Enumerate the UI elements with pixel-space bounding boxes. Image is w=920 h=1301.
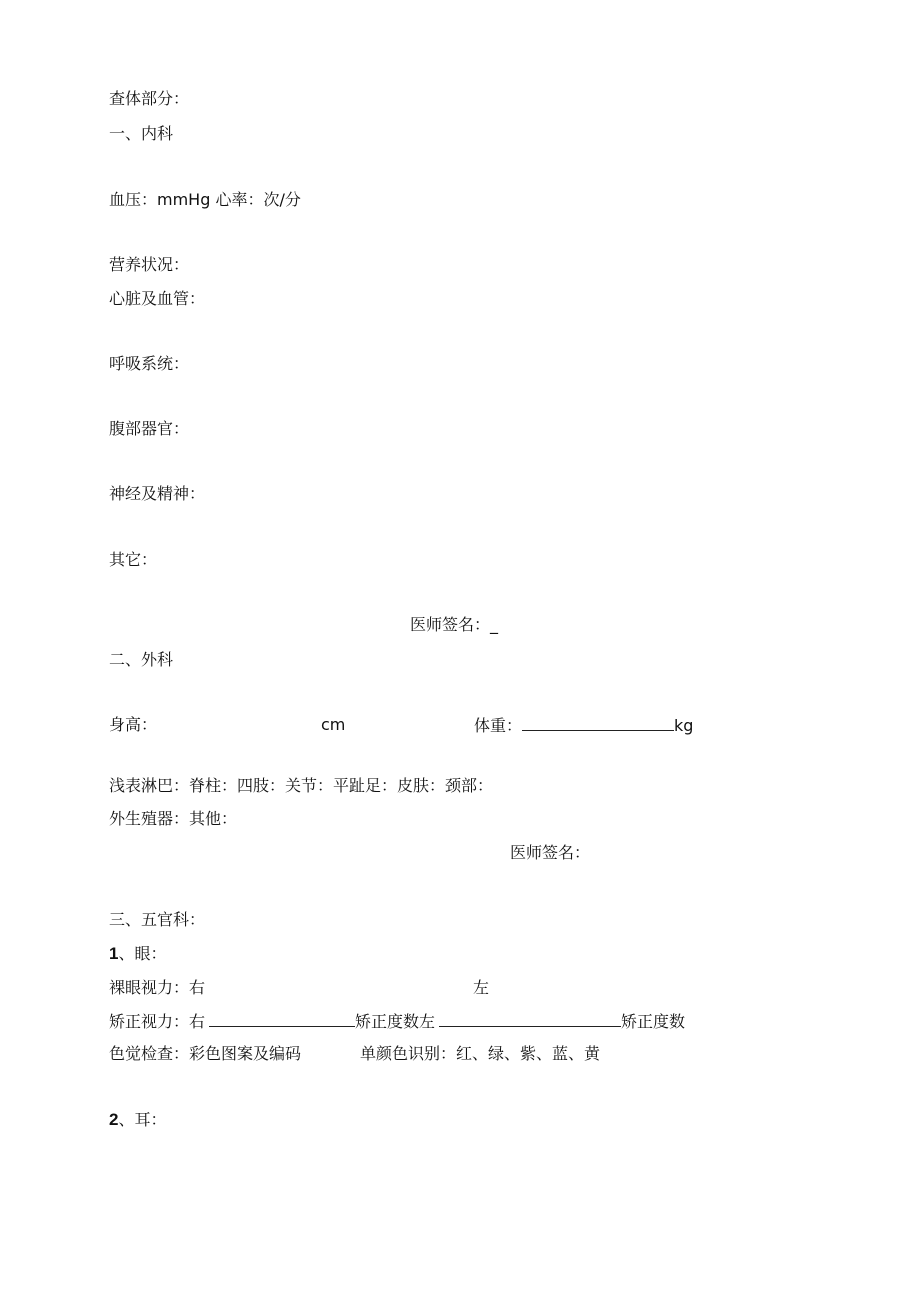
blood-pressure-heart-rate-line: 血压：mmHg 心率：次/分 bbox=[109, 190, 301, 209]
corrected-right-blank[interactable] bbox=[209, 1011, 355, 1027]
weight-unit: kg bbox=[674, 716, 694, 735]
respiratory-label: 呼吸系统： bbox=[109, 354, 190, 373]
ent-heading: 三、五官科： bbox=[109, 910, 206, 929]
surgery-items-line: 浅表淋巴：脊柱：四肢：关节：平趾足：皮肤：颈部： bbox=[109, 776, 494, 795]
internal-heading: 一、内科 bbox=[109, 124, 174, 143]
other-label: 其它： bbox=[109, 550, 158, 569]
ear-heading bbox=[109, 1110, 166, 1130]
weight-blank[interactable] bbox=[522, 715, 674, 731]
height-unit: cm bbox=[321, 715, 346, 734]
weight-label: 体重： bbox=[474, 716, 523, 735]
mono-color-label: 单颜色识别：红、绿、紫、蓝、黄 bbox=[360, 1044, 601, 1063]
ear-number: 2 bbox=[109, 1110, 119, 1129]
corrected-vision-line bbox=[109, 1011, 685, 1032]
heart-vessels-label: 心脏及血管： bbox=[109, 289, 206, 308]
weight-field bbox=[474, 715, 693, 736]
neuro-label: 神经及精神： bbox=[109, 484, 206, 503]
nutrition-label: 营养状况： bbox=[109, 255, 190, 274]
color-vision-label: 色觉检查：彩色图案及编码 bbox=[109, 1044, 302, 1063]
ear-label: 、耳： bbox=[118, 1110, 167, 1129]
eye-label: 、眼： bbox=[118, 944, 167, 963]
abdomen-label: 腹部器官： bbox=[109, 419, 190, 438]
corrected-vision-label: 矫正视力：右 bbox=[109, 1012, 206, 1031]
form-title: 查体部分： bbox=[109, 89, 190, 108]
internal-signature: 医师签名：_ bbox=[410, 615, 499, 634]
naked-vision-left-label: 左 bbox=[473, 978, 490, 997]
corrected-degree-left-label: 矫正度数左 bbox=[355, 1012, 436, 1031]
corrected-left-blank[interactable] bbox=[439, 1011, 621, 1027]
surgery-heading: 二、外科 bbox=[109, 650, 174, 669]
genital-other-line: 外生殖器：其他： bbox=[109, 809, 238, 828]
surgery-signature: 医师签名： bbox=[510, 843, 591, 862]
eye-number: 1 bbox=[109, 944, 119, 963]
naked-vision-label: 裸眼视力：右 bbox=[109, 978, 206, 997]
corrected-degree-label: 矫正度数 bbox=[621, 1012, 686, 1031]
eye-heading bbox=[109, 944, 166, 964]
height-label: 身高： bbox=[109, 715, 158, 734]
